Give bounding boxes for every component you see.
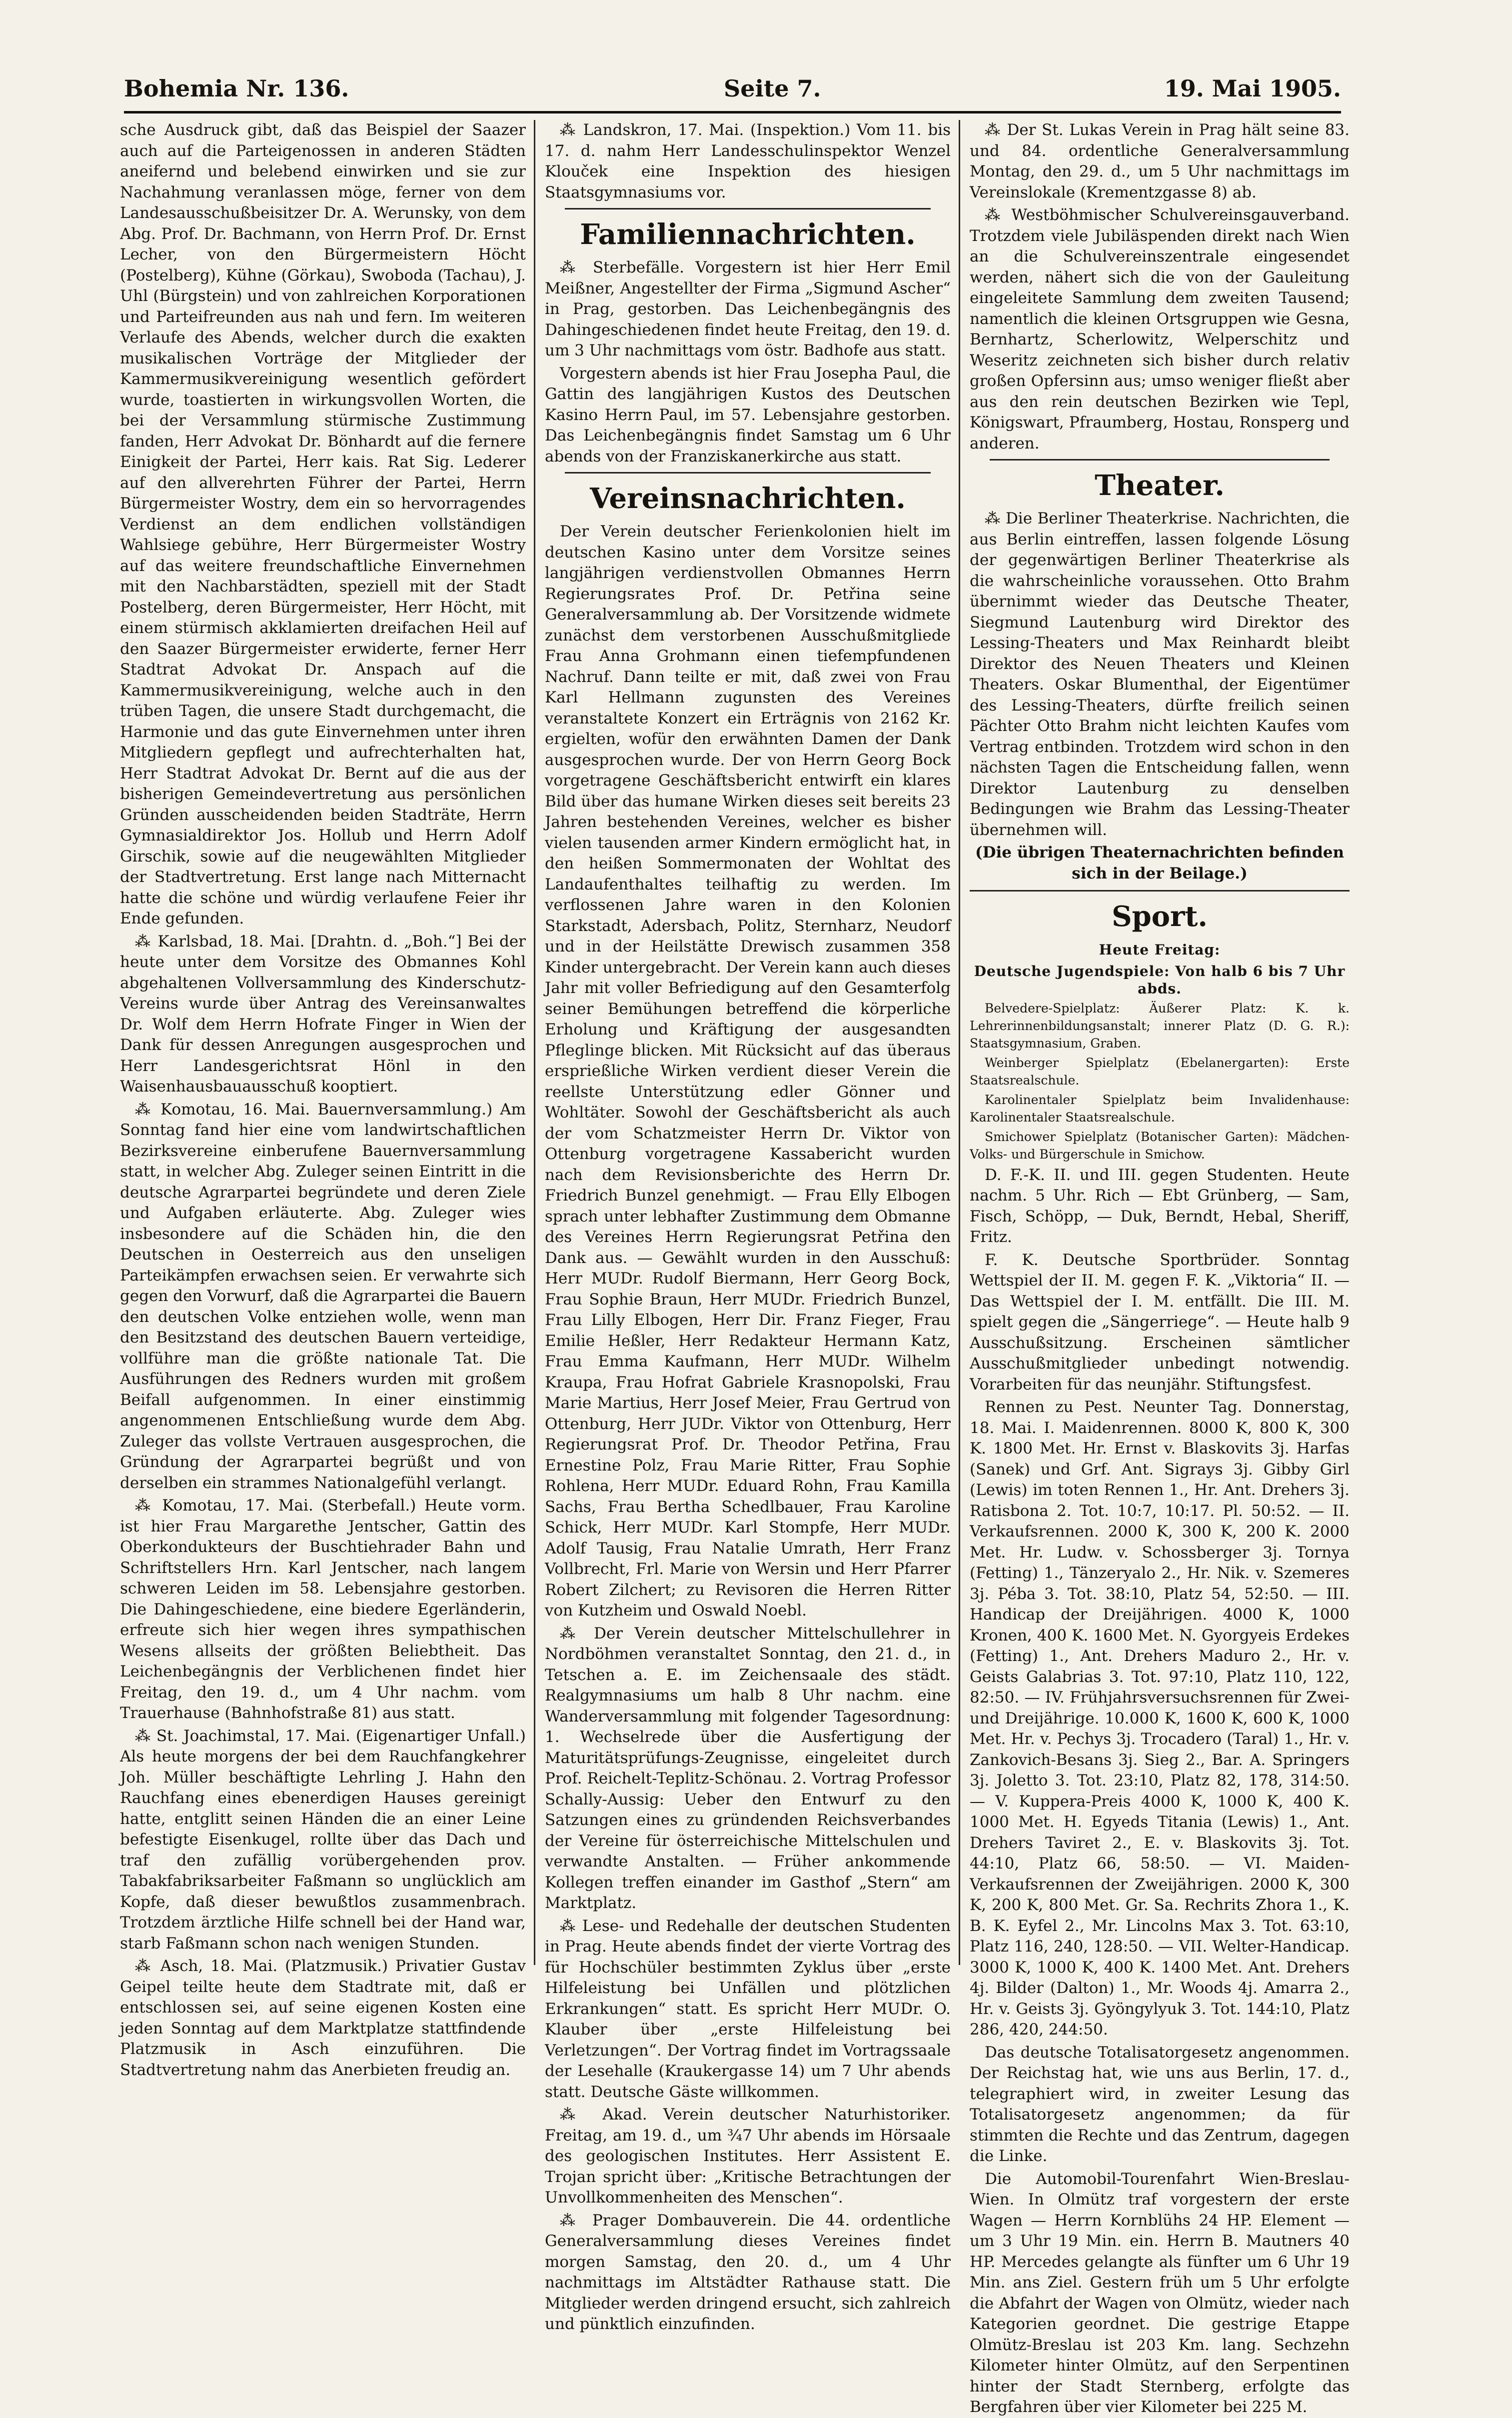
column-3 — [970, 120, 1350, 2416]
theater-note: (Die übrigen Theaternachrichten befinden sich in der Beilage.) — [975, 844, 1345, 882]
article-ferienkolonien: Der Verein deutscher Ferienkolonien hielt im deutschen Kasino unter dem Vorsitze seines langjährigen verdienstvollen Obmannes Herrn Regierungsrates Prof. Dr. Petřina seine Generalversammlung ab. Der Vorsitzende widmete zunächst dem verstorbenen Ausschußmitgliede Frau Anna Grohmann einen tiefempfundenen Nachruf. Dann teilte er mit, daß zwei von Frau Karl Hellmann zugunsten des Vereines veranstaltete Konzert ein Erträgnis von 2162 Kr. ergielten, wofür den erwähnten Damen der Dank ausgesprochen wurde. Der von Herrn Georg Bock vorgetragene Geschäftsbericht entwirft ein klares Bild über das humane Wirken dieses seit bereits 23 Jahren bestehenden Vereines, welcher es bisher vielen tausenden armer Kindern ermöglicht hat, in den heißen Sommermonaten der Wohltat des Landaufenthaltes teilhaftig zu werden. Im verflossenen Jahre waren in den Kolonien Starkstadt, Adersbach, Politz, Sternharz, Neudorf und in der Heilstätte Drewisch zusammen 358 Kinder untergebracht. Der Verein kann auch dieses Jahr mit voller Befriedigung auf den Gesamterfolg seiner Bemühungen betreffend die körperliche Erholung und Kräftigung der ausgesandten Pfleglinge blicken. Mit Rücksicht auf das überaus ersprießliche Wirken verdient dieser Verein die reellste Unterstützung edler Gönner und Wohltäter. Sowohl der Geschäftsbericht als auch der vom Schatzmeister Herrn Dr. Viktor von Ottenburg vorgetragene Kassabericht wurden nach dem Revisionsberichte des Herrn Dr. Friedrich Bunzel genehmigt. — Frau Elly Elbogen sprach unter lebhafter Zustimmung dem Obmanne des Vereines Herrn Regierungsrat Petřina den Dank aus. — Gewählt wurden in den Ausschuß: Herr MUDr. Rudolf Biermann, Herr Georg Bock, Frau Sophie Braun, Herr MUDr. Friedrich Bunzel, Frau Lilly Elbogen, Herr Dir. Franz Fieger, Frau Emilie Heßler, Herr Redakteur Hermann Katz, Frau Emma Kaufmann, Herr MUDr. Wilhelm Kraupa, Frau Hofrat Gabriele Krasnopolski, Frau Marie Martius, Herr Josef Meier, Frau Gertrud von Ottenburg, Herr JUDr. Viktor von Ottenburg, Herr Regierungsrat Prof. Dr. Theodor Petřina, Frau Ernestine Polz, Frau Marie Ritter, Frau Sophie Rohlena, Herr MUDr. Eduard Rohn, Frau Kamilla Sachs, Frau Bertha Schedlbauer, Frau Karoline Schick, Herr MUDr. Karl Stompfe, Herr MUDr. Adolf Tausig, Frau Natalie Umrath, Herr Franz Vollbrecht, Frl. Marie von Wersin und Herr Pfarrer Robert Zilchert; zu Revisoren die Herren Ritter von Kutzheim und Oswald Noebl. — [545, 522, 951, 1620]
article-sportbrueder: F. K. Deutsche Sportbrüder. Sonntag Wettspiel der II. M. gegen F. K. „Viktoria“ II. — Das Wettspiel der I. M. entfällt. Die III. M. spielt gegen die „Sängerriege“. — Heute halb 9 Ausschußsitzung. Erscheinen sämtlicher Ausschußmitglieder unbedingt notwendig. Vorarbeiten für das neunjähr. Stiftungsfest. — [970, 1250, 1350, 1394]
section-heading-theater: Theater. — [1095, 469, 1225, 502]
header-rule — [124, 111, 1341, 114]
header-issue: Bohemia Nr. 136. — [124, 75, 349, 102]
column-divider — [534, 120, 535, 1965]
sport-jugendspiele: Deutsche Jugendspiele: Von halb 6 bis 7 Uhr abds. — [974, 962, 1346, 997]
sport-spielplatz-karolinental: Karolinentaler Spielplatz beim Invalidenhause: Karolinentaler Staatsrealschule. — [970, 1092, 1350, 1124]
article-karlsbad: ⁂ Karlsbad, 18. Mai. [Drahtn. d. „Boh.“] Bei der heute unter dem Vorsitze des Obmannes Kohl abgehaltenen Vollversammlung des Kinderschutz-Vereins wurde über Antrag des Vereinsanwaltes Dr. Wolf dem Herrn Hofrate Finger in Wien der Dank für dessen Anregungen ausgesprochen und Herr Landesgerichtsrat Hönl in den Waisenhausbauausschuß kooptiert. — [120, 932, 526, 1096]
article-mittelschullehrer: ⁂ Der Verein deutscher Mittelschullehrer in Nordböhmen veranstaltet Sonntag, den 21. d., in Tetschen a. E. im Zeichensaale des städt. Realgymnasiums um halb 8 Uhr nachm. eine Wanderversammlung mit folgender Tagesordnung: 1. Wechselrede über die Ausfertigung der Maturitätsprüfungs-Zeugnisse, eingeleitet durch Prof. Reichelt-Teplitz-Schönau. 2. Vortrag Professor Schally-Aussig: Ueber den Entwurf zu den Satzungen eines zu gründenden Reichsverbandes der Vereine für österreichische Mittelschulen und verwandte Anstalten. — Früher ankommende Kollegen treffen einander im Gasthof „Stern“ am Marktplatz. — [545, 1624, 951, 1912]
sport-spielplatz-smichow: Smichower Spielplatz (Botanischer Garten): Mädchen-Volks- und Bürgerschule in Smichow. — [970, 1129, 1350, 1162]
sport-spielplatz-belvedere: Belvedere-Spielplatz: Äußerer Platz: K. k. Lehrerinnenbildungsanstalt; innerer Platz (D. G. R.): Staatsgymnasium, Graben. — [970, 1000, 1350, 1050]
sport-spielplatz-weinberge: Weinberger Spielplatz (Ebelanergarten): Erste Staatsrealschule. — [970, 1055, 1350, 1088]
article-automobil-tourenfahrt: Die Automobil-Tourenfahrt Wien-Breslau-Wien. In Olmütz traf vorgestern der erste Wagen — Herrn Kornblühs 24 HP. Element — um 3 Uhr 19 Min. ein. Herrn B. Mautners 40 HP. Mercedes gelangte als fünfter um 6 Uhr 19 Min. ans Ziel. Gestern früh um 5 Uhr erfolgte die Abfahrt der Wagen von Olmütz, wieder nach Kategorien geordnet. Die gestrige Etappe Olmütz-Breslau ist 203 Km. lang. Sechzehn Kilometer hinter Olmütz, auf den Serpentinen hinter der Stadt Sternberg, erfolgte das Bergfahren über vier Kilometer bei 225 M. — [970, 2170, 1350, 2416]
article-joachimstal: ⁂ St. Joachimstal, 17. Mai. (Eigenartiger Unfall.) Als heute morgens der bei dem Rauchfangkehrer Joh. Müller beschäftigte Lehrling J. Hahn den Rauchfang eines ebenerdigen Hauses gereinigt hatte, entglitt seinen Händen die an einer Leine befestigte Eisenkugel, rollte über das Dach und traf den zufällig vorübergehenden prov. Tabakfabriksarbeiter Faßmann so unglücklich am Kopfe, daß dieser bewußtlos zusammenbrach. Trotzdem ärztliche Hilfe schnell bei der Hand war, starb Faßmann schon nach wenigen Stunden. — [120, 1726, 526, 1952]
section-rule — [970, 890, 1350, 892]
section-heading-vereinsnachrichten: Vereinsnachrichten. — [590, 482, 906, 515]
header-date: 19. Mai 1905. — [1164, 75, 1341, 102]
article-komotau-bauern: ⁂ Komotau, 16. Mai. Bauernversammlung.) Am Sonntag fand hier eine vom landwirtschaftlichen Bezirksvereine einberufene Bauernversammlung statt, in welcher Abg. Zuleger seinen Eintritt in die deutsche Agrarpartei begründete und deren Ziele und Aufgaben erläuterte. Abg. Zuleger wies insbesondere auf die Schäden hin, die den Deutschen in Oesterreich aus den unseligen Parteikämpfen erwachsen seien. Er verwahrte sich gegen den Vorwurf, daß die Agrarpartei die Bauern den deutschen Volke entziehen wolle, wenn man den Besitzstand des deutschen Bauern verteidige, vollführe man die größte nationale Tat. Die Ausführungen des Redners wurden mit großem Beifall aufgenommen. In einer einstimmig angenommenen Entschließung wurde dem Abg. Zuleger das vollste Vertrauen ausgesprochen, die Gründung der Agrarpartei begrüßt und von derselben ein strammes Nationalgefühl verlangt. — [120, 1100, 526, 1492]
article-asch: ⁂ Asch, 18. Mai. (Platzmusik.) Privatier Gustav Geipel teilte heute dem Stadtrate mit, daß er entschlossen sei, auf seine eigenen Kosten eine jeden Sonntag auf dem Marktplatze stattfindende Platzmusik in Asch einzuführen. Die Stadtvertretung nahm das Anerbieten freudig an. — [120, 1957, 526, 2079]
column-1 — [120, 120, 526, 2079]
page-header — [124, 75, 1341, 111]
section-heading-familiennachrichten: Familiennachrichten. — [580, 218, 916, 251]
article-landskron: ⁂ Landskron, 17. Mai. (Inspektion.) Vom 11. bis 17. d. nahm Herr Landesschulinspektor Wenzel Klouček eine Inspektion des hiesigen Staatsgymnasiums vor. — [545, 121, 951, 202]
section-rule — [990, 459, 1330, 460]
header-page-number: Seite 7. — [724, 75, 821, 102]
column-divider — [959, 120, 960, 1965]
article-lukas-verein: ⁂ Der St. Lukas Verein in Prag hält seine 83. und 84. ordentliche Generalversammlung Montag, den 29. d., um 5 Uhr nachmittags im Vereinslokale (Krementzgasse 8) ab. — [970, 121, 1350, 202]
article-theaterkrise: ⁂ Die Berliner Theaterkrise. Nachrichten, die aus Berlin eintreffen, lassen folgende Lösung der gegenwärtigen Berliner Theaterkrise als die wahrscheinliche voraussehen. Otto Brahm übernimmt wieder das Deutsche Theater, Siegmund Lautenburg wird Direktor des Lessing-Theaters und Max Reinhardt bleibt Direktor des Neuen Theaters und Kleinen Theaters. Oskar Blumenthal, der Eigentümer des Lessing-Theaters, dürfte freilich seinen Pächter Otto Brahm nicht leichten Kaufes vom Vertrag entbinden. Trotzdem wird schon in den nächsten Tagen die Entscheidung fallen, wenn Direktor Lautenburg zu denselben Bedingungen wie Brahm das Lessing-Theater übernehmen will. — [970, 510, 1350, 839]
article-josepha-paul: Vorgestern abends ist hier Frau Josepha Paul, die Gattin des langjährigen Kustos des Deutschen Kasino Herrn Paul, im 57. Lebensjahre gestorben. Das Leichenbegängnis findet Samstag um 6 Uhr abends von der Franziskanerkirche aus statt. — [545, 364, 951, 466]
article-dombauverein: ⁂ Prager Dombauverein. Die 44. ordentliche Generalversammlung dieses Vereines findet morgen Samstag, den 20. d., um 4 Uhr nachmittags im Altstädter Rathause statt. Die Mitglieder werden dringend ersucht, sich zahlreich und pünktlich einzufinden. — [545, 2211, 951, 2333]
article-lesehalle: ⁂ Lese- und Redehalle der deutschen Studenten in Prag. Heute abends findet der vierte Vortrag des für Hochschüler bestimmten Zyklus über „erste Hilfeleistung bei Unfällen und plötzlichen Erkrankungen“ statt. Es spricht Herr MUDr. O. Klauber über „erste Hilfeleistung bei Verletzungen“. Der Vortrag findet im Vortragssaale der Lesehalle (Kraukergasse 14) um 7 Uhr abends statt. Deutsche Gäste willkommen. — [545, 1916, 951, 2101]
article-naturhistoriker: ⁂ Akad. Verein deutscher Naturhistoriker. Freitag, am 19. d., um ¾7 Uhr abends im Hörsaale des geologischen Institutes. Herr Assistent E. Trojan spricht über: „Kritische Betrachtungen der Unvollkommenheiten des Menschen“. — [545, 2106, 951, 2206]
article-df-k-studenten: D. F.-K. II. und III. gegen Studenten. Heute nachm. 5 Uhr. Rich — Ebt Grünberg, — Sam, Fisch, Schöpp, — Duk, Berndt, Hebal, Sheriff, Fritz. — [970, 1166, 1350, 1246]
article-rennen-pest: Rennen zu Pest. Neunter Tag. Donnerstag, 18. Mai. I. Maidenrennen. 8000 K, 800 K, 300 K. 1800 Met. Hr. Ernst v. Blaskovits 3j. Harfas (Sanek) und Grf. Ant. Sigrays 3j. Gibby Girl (Lewis) im toten Rennen 1., Hr. Ant. Drehers 3j. Ratisbona 2. Tot. 10:7, 10:17. Pl. 50:52. — II. Verkaufsrennen. 2000 K, 300 K, 200 K. 2000 Met. Hr. Ludw. v. Schossberger 3j. Tornya (Fetting) 1., Tänzeryalo 2., Hr. Nik. v. Szemeres 3j. Péba 3. Tot. 38:10, Platz 54, 52:50. — III. Handicap der Dreijährigen. 4000 K, 1000 Kronen, 400 K. 1600 Met. N. Gyorgyeis Erdekes (Fetting) 1., Ant. Drehers Maduro 2., Hr. v. Geists Galabrias 3. Tot. 97:10, Platz 110, 122, 82:50. — IV. Frühjahrsversuchsrennen für Zwei- und Dreijährige. 10.000 K, 1600 K, 600 K, 1000 Met. Hr. v. Pechys 3j. Trocadero (Taral) 1., Hr. v. Zankovich-Besans 3j. Sieg 2., Bar. A. Springers 3j. Joletto 3. Tot. 23:10, Platz 82, 178, 314:50. — V. Kuppera-Preis 4000 K, 1000 K, 400 K. 1000 Met. H. Egyeds Titania (Lewis) 1., Ant. Drehers Taviret 2., E. v. Blaskovits 3j. Tot. 44:10, Platz 66, 58:50. — VI. Maiden-Verkaufsrennen der Zweijährigen. 2000 K, 300 K, 200 K, 800 Met. Gr. Sa. Rechrits Zhora 1., K. B. K. Eyfel 2., Mr. Lincolns Max 3. Tot. 63:10, Platz 116, 240, 128:50. — VII. Welter-Handicap. 3000 K, 1000 K, 400 K. 1400 Met. Ant. Drehers 4j. Bilder (Dalton) 1., Mr. Woods 4j. Amarra 2., Hr. v. Geists 3j. Gyöngylyuk 3. Tot. 144:10, Platz 286, 420, 244:50. — [970, 1398, 1350, 2038]
section-rule — [565, 208, 931, 210]
article-komotau-sterbefall: ⁂ Komotau, 17. Mai. (Sterbefall.) Heute vorm. ist hier Frau Margarethe Jentscher, Gattin des Oberkondukteurs der Buschtiehrader Bahn und Schriftstellers Hrn. Karl Jentscher, nach langem schweren Leiden im 58. Lebensjahre gestorben. Die Dahingeschiedene, eine biedere Egerländerin, erfreute sich hier wegen ihres sympathischen Wesens allseits der größten Beliebtheit. Das Leichenbegängnis der Verblichenen findet hier Freitag, den 19. d., um 4 Uhr nachm. vom Trauerhause (Bahnhofstraße 81) aus statt. — [120, 1496, 526, 1722]
section-rule — [565, 472, 931, 474]
article-schulvereinsgau: ⁂ Westböhmischer Schulvereinsgauverband. Trotzdem viele Jubiläspenden direkt nach Wien an die Schulvereinszentrale eingesendet werden, nähert sich die von der Gauleitung eingeleitete Sammlung dem zweiten Tausend; namentlich die kleinen Ortsgruppen wie Gesna, Bernhartz, Scherlowitz, Welperschitz und Weseritz zeichneten sich bisher durch relativ großen Opfersinn aus; umso weniger fließt aber aus den rein deutschen Bezirken wie Tepl, Königswart, Pfraumberg, Hostau, Ronsperg und anderen. — [970, 206, 1350, 452]
article-sterbefaelle: ⁂ Sterbefälle. Vorgestern ist hier Herr Emil Meißner, Angestellter der Firma „Sigmund Ascher“ in Prag, gestorben. Das Leichenbegängnis des Dahingeschiedenen findet heute Freitag, den 19. d. um 3 Uhr nachmittags vom östr. Badhofe aus statt. — [545, 258, 951, 360]
column-2 — [545, 120, 951, 2333]
article-totalisatorgesetz: Das deutsche Totalisatorgesetz angenommen. Der Reichstag hat, wie uns aus Berlin, 17. d., telegraphiert wird, in zweiter Lesung das Totalisatorgesetz angenommen; da für stimmten die Rechte und das Zentrum, dagegen die Linke. — [970, 2043, 1350, 2165]
section-heading-sport: Sport. — [1112, 900, 1208, 933]
article-saaz-continued: sche Ausdruck gibt, daß das Beispiel der Saazer auch auf die Parteigenossen in anderen Städten aneifernd und belebend einwirken und sie zur Nachahmung veranlassen möge, ferner von dem Landesausschußbeisitzer Dr. A. Werunsky, von dem Abg. Prof. Dr. Bachmann, von Herrn Prof. Dr. Ernst Lecher, von den Bürgermeistern Höcht (Postelberg), Kühne (Görkau), Swoboda (Tachau), J. Uhl (Bürgstein) und von zahlreichen Korporationen und Parteifreunden aus nah und fern. Im weiteren Verlaufe des Abends, welcher durch die exakten musikalischen Vorträge der Mitglieder der Kammermusikvereinigung wesentlich gefördert wurde, toastierten in wirkungsvollen Worten, die bei der Versammlung stürmische Zustimmung fanden, Herr Advokat Dr. Bönhardt auf die fernere Einigkeit der Partei, Herr kais. Rat Sig. Lederer auf den allverehrten Führer der Partei, Herrn Bürgermeister Wostry, dem ein so hervorragendes Verdienst an dem endlichen vollständigen Wahlsiege gebühre, Herr Bürgermeister Wostry auf das weitere freundschaftliche Einvernehmen mit den Nachbarstädten, speziell mit der Stadt Postelberg, deren Bürgermeister, Herr Höcht, mit einem stürmisch akklamierten dreifachen Heil auf den Saazer Bürgermeister erwiderte, ferner Herr Stadtrat Advokat Dr. Anspach auf die Kammermusikvereinigung, welche auch in den trüben Tagen, die unsere Stadt durchgemacht, die Harmonie und das gute Einvernehmen unter ihren Mitgliedern gepflegt und aufrechterhalten hat, Herr Stadtrat Advokat Dr. Bernt auf die aus der bisherigen Gemeindevertretung aus persönlichen Gründen ausscheidenden beiden Stadträte, Herrn Gymnasialdirektor Jos. Hollub und Herrn Adolf Girschik, sowie auf die neugewählten Mitglieder der Stadtvertretung. Erst lange nach Mitternacht hatte die schöne und würdig verlaufene Feier ihr Ende gefunden. — [120, 121, 526, 928]
sport-heute: Heute Freitag: — [1099, 942, 1221, 958]
